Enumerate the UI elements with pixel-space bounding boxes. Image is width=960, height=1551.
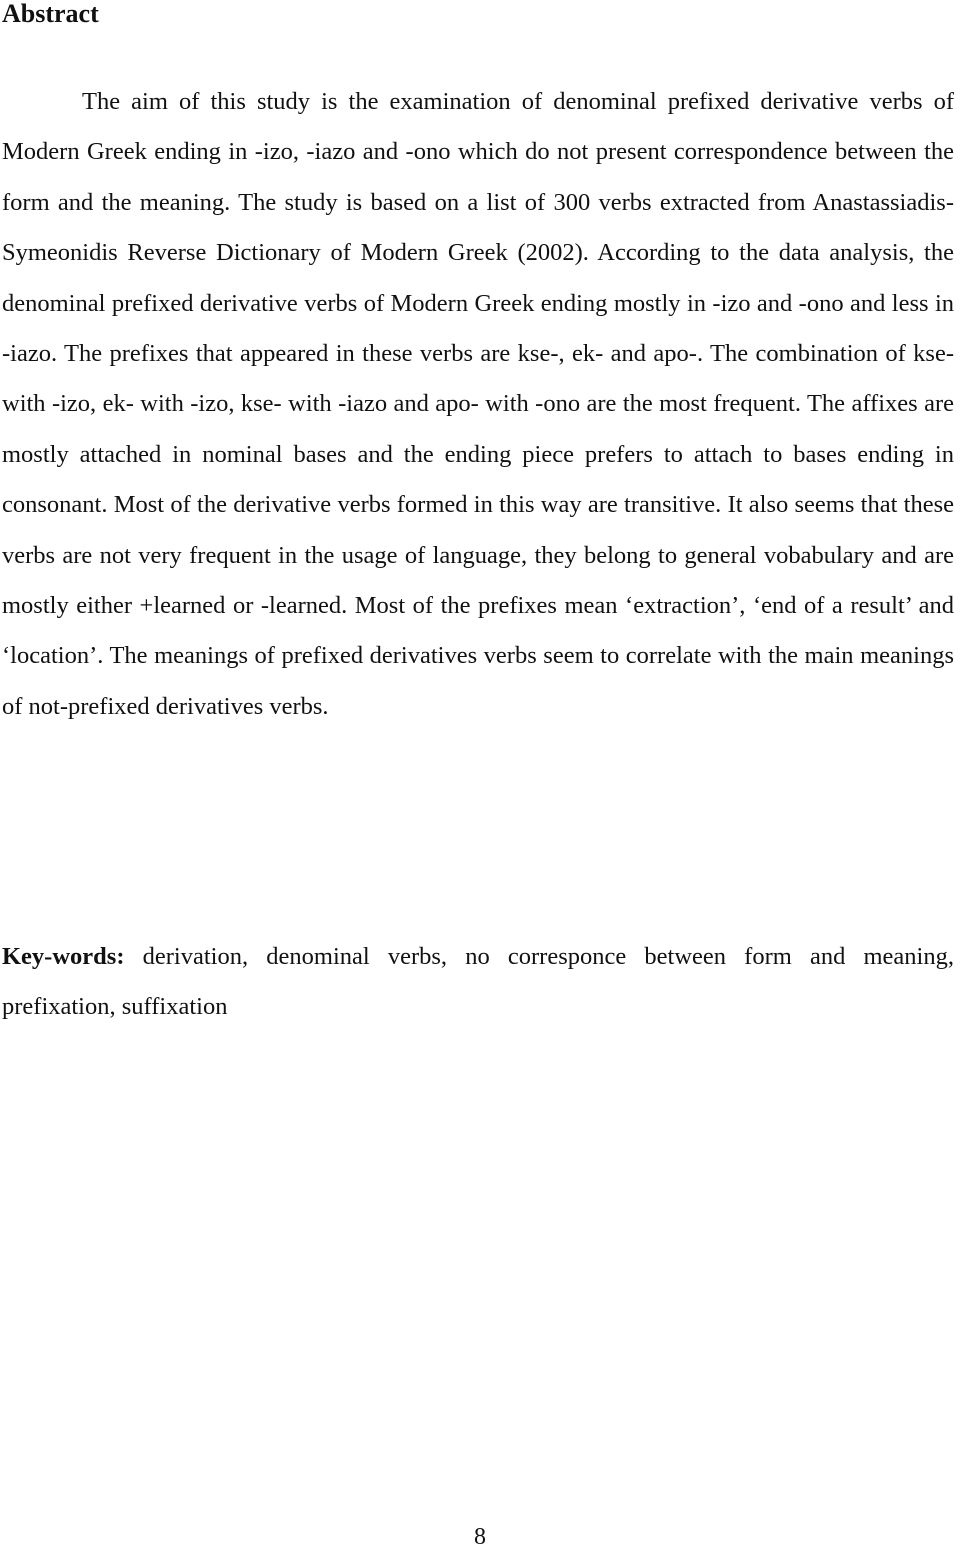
- keywords-text: derivation, denominal verbs, no corresponce between form and meaning, prefixation, suffixation: [2, 943, 954, 1021]
- keywords-label: Key-words:: [2, 943, 125, 970]
- abstract-paragraph: The aim of this study is the examination of denominal prefixed derivative verbs of Modern Greek ending in -izo, -iazo and -ono which do not present correspondence between the form and the meaning. The study is based on a list of 300 verbs extracted from Anastassiadis-Symeonidis Reverse Dictionary of Modern Greek (2002). According to the data analysis, the denominal prefixed derivative verbs of Modern Greek ending mostly in -izo and -ono and less in -iazo. The prefixes that appeared in these verbs are kse-, ek- and apo-. The combination of kse- with -izo, ek- with -izo, kse- with -iazo and apo- with -ono are the most frequent. The affixes are mostly attached in nominal bases and the ending piece prefers to attach to bases ending in consonant. Most of the derivative verbs formed in this way are transitive. It also seems that these verbs are not very frequent in the usage of language, they belong to general vobabulary and are mostly either +learned or -learned. Most of the prefixes mean ‘extraction’, ‘end of a result’ and ‘location’. The meanings of prefixed derivatives verbs seem to correlate with the main meanings of not-prefixed derivatives verbs.: [2, 88, 954, 720]
- keywords-paragraph: [2, 932, 954, 1033]
- section-heading: Abstract: [2, 0, 99, 28]
- page-number: 8: [474, 1524, 486, 1550]
